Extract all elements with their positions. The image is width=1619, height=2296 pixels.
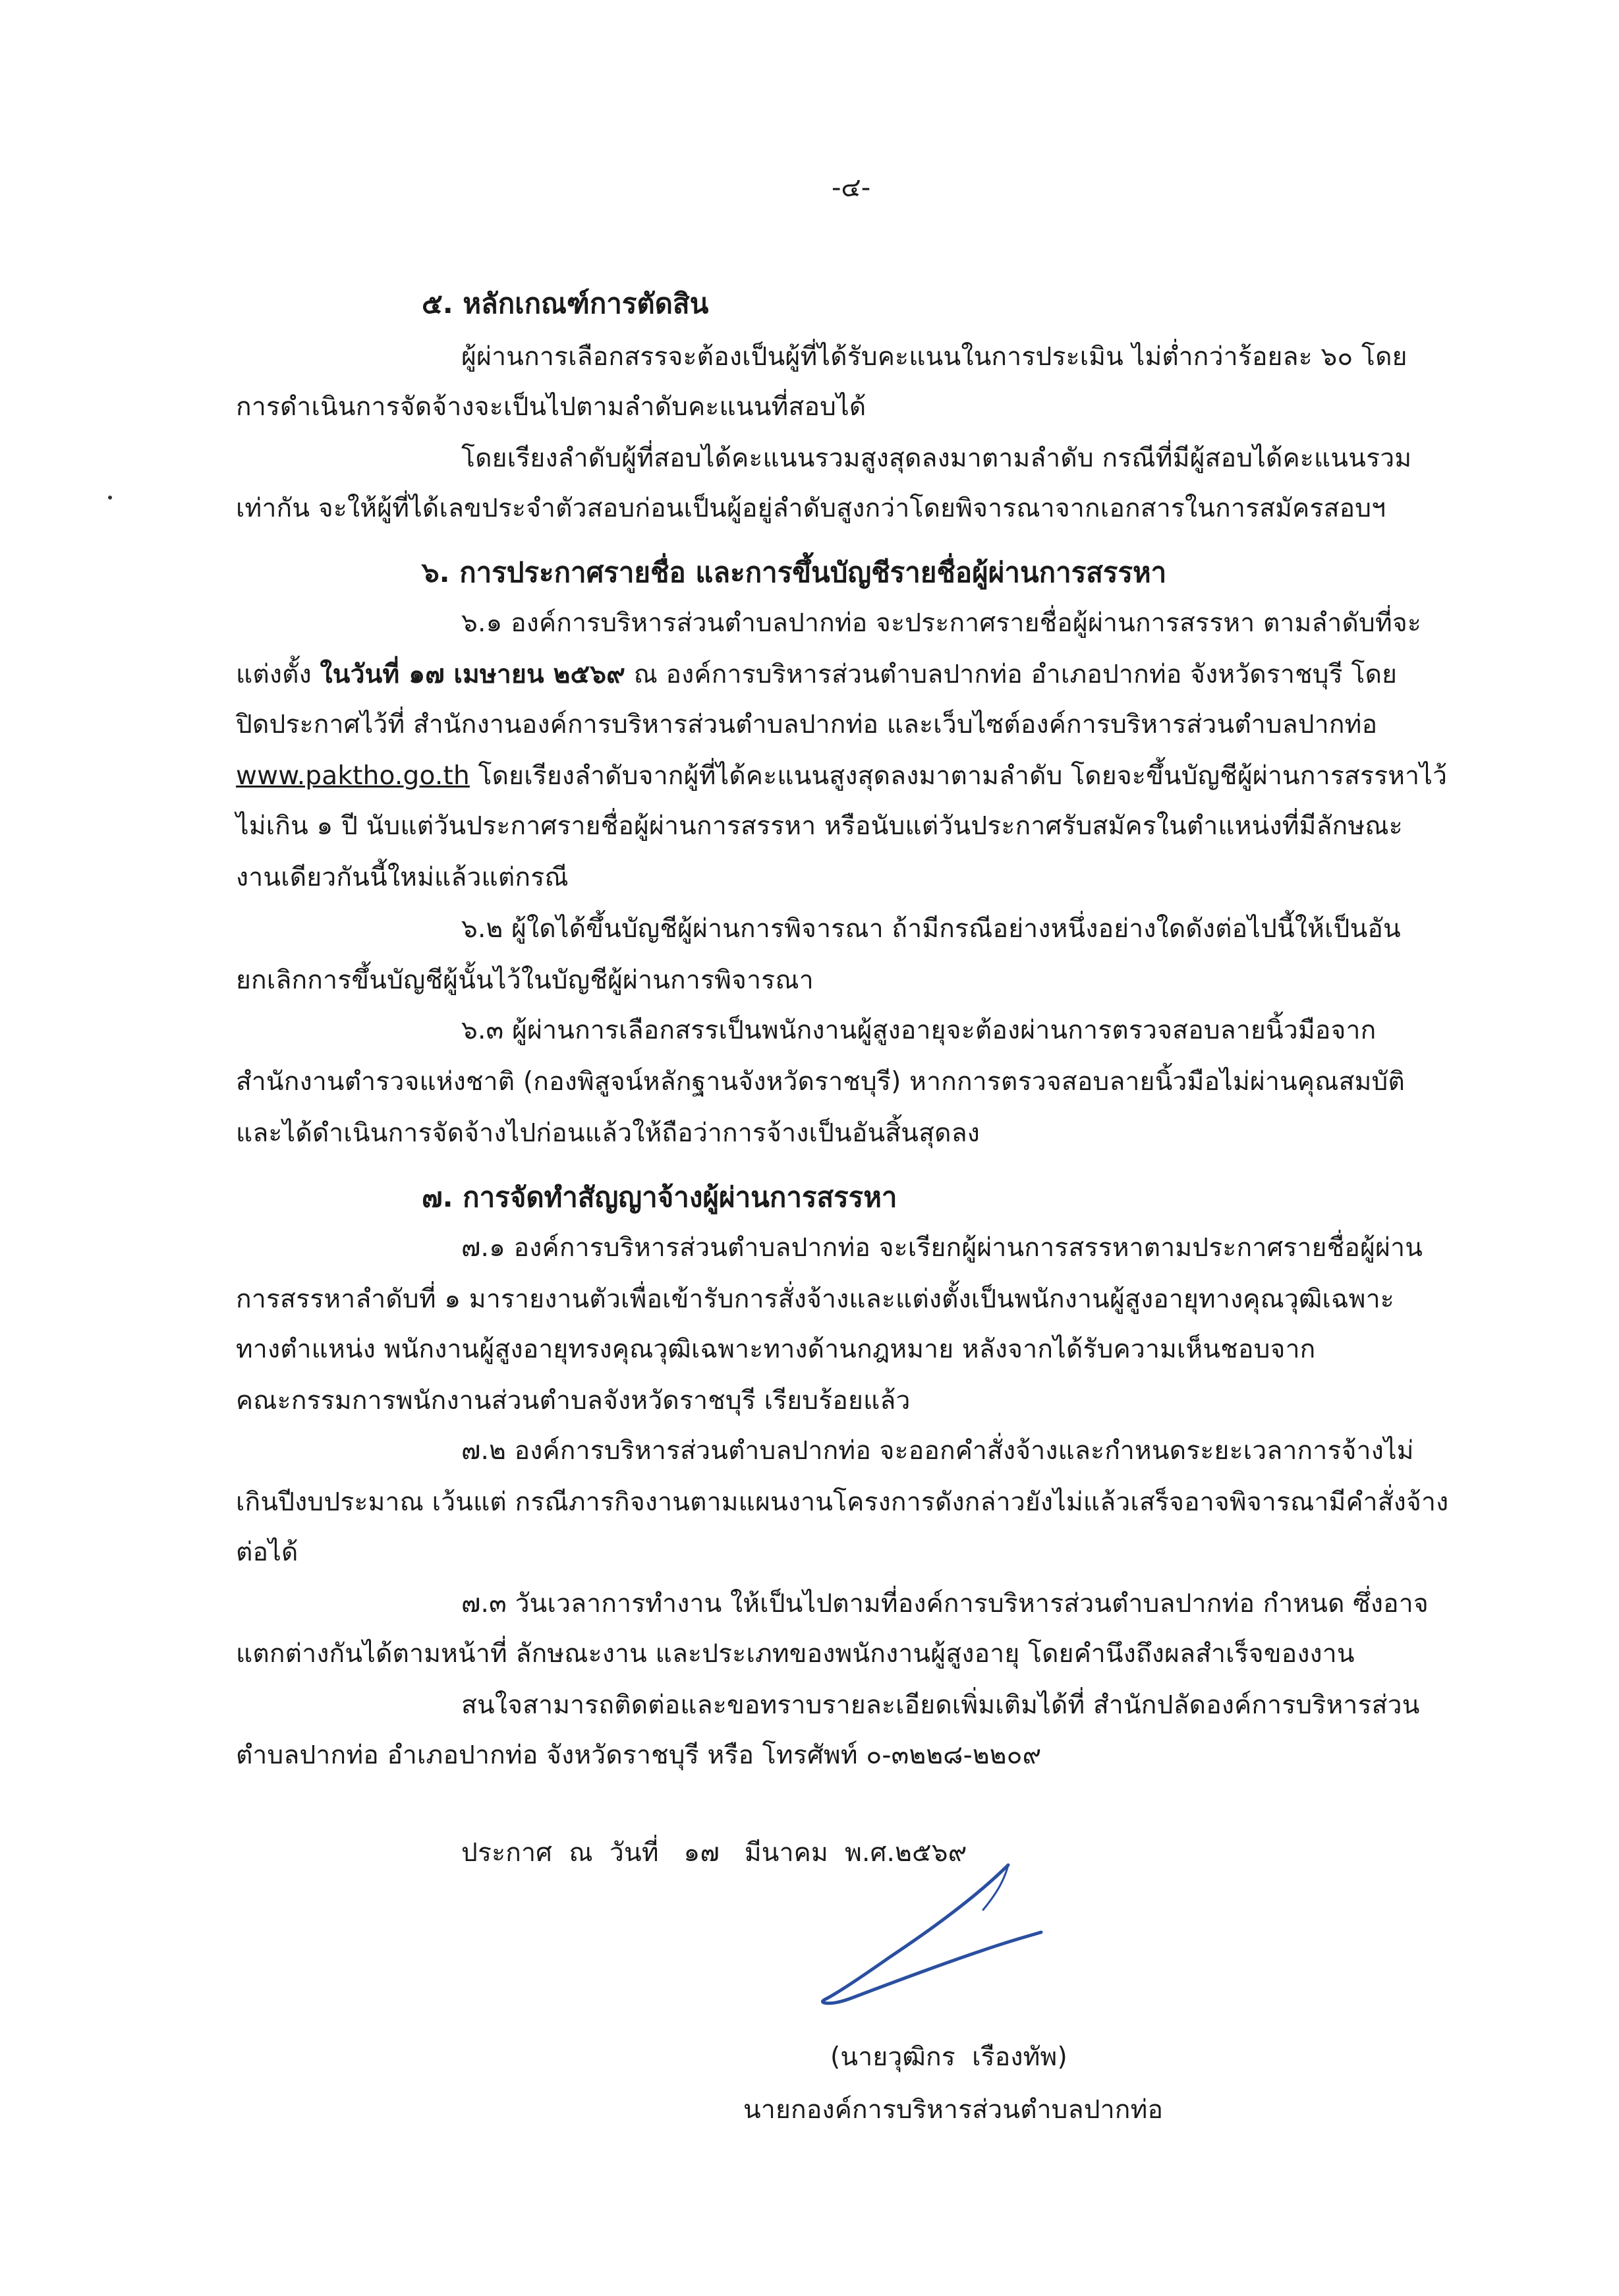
section-6-heading: ๖. การประกาศรายชื่อ และการขึ้นบัญชีรายชื่อผู้ผ่านการสรรหา bbox=[422, 556, 1167, 588]
sec6-2-line2: ยกเลิกการขึ้นบัญชีผู้นั้นไว้ในบัญชีผู้ผ่านการพิจารณา bbox=[236, 965, 814, 995]
signer-name: (นายวุฒิกร เรืองทัพ) bbox=[830, 2042, 1067, 2072]
announcement-date: ประกาศ ณ วันที่ ๑๗ มีนาคม พ.ศ.๒๕๖๙ bbox=[461, 1838, 967, 1868]
signature-image bbox=[810, 1858, 1048, 2010]
sec6-1-line3: ปิดประกาศไว้ที่ สำนักงานองค์การบริหารส่วนตำบลปากท่อ และเว็บไซต์องค์การบริหารส่วนตำบลปากท่อ bbox=[236, 710, 1378, 739]
website-link[interactable]: www.paktho.go.th bbox=[236, 761, 470, 791]
sec6-3-line3: และได้ดำเนินการจัดจ้างไปก่อนแล้วให้ถือว่าการจ้างเป็นอันสิ้นสุดลง bbox=[236, 1118, 980, 1148]
scan-speck bbox=[108, 496, 112, 500]
sec7-2-line2: เกินปีงบประมาณ เว้นแต่ กรณีภารกิจงานตามแผนงานโครงการดังกล่าวยังไม่แล้วเสร็จอาจพิจารณามีคำสั่งจ้าง bbox=[236, 1487, 1449, 1517]
sec5-para2-line2: เท่ากัน จะให้ผู้ที่ได้เลขประจำตัวสอบก่อนเป็นผู้อยู่ลำดับสูงกว่าโดยพิจารณาจากเอกสารในการสมัครสอบฯ bbox=[236, 494, 1386, 523]
sec5-para1-line2: การดำเนินการจัดจ้างจะเป็นไปตามลำดับคะแนนที่สอบได้ bbox=[236, 392, 866, 422]
section-7-heading: ๗. การจัดทำสัญญาจ้างผู้ผ่านการสรรหา bbox=[422, 1181, 897, 1213]
sec7-1-line4: คณะกรรมการพนักงานส่วนตำบลจังหวัดราชบุรี เรียบร้อยแล้ว bbox=[236, 1386, 911, 1416]
sec6-1-line4: www.paktho.go.th โดยเรียงลำดับจากผู้ที่ได้คะแนนสูงสุดลงมาตามลำดับ โดยจะขึ้นบัญชีผู้ผ่านการสรรหาไว้ bbox=[236, 761, 1448, 791]
contact-line2: ตำบลปากท่อ อำเภอปากท่อ จังหวัดราชบุรี หรือ โทรศัพท์ ๐-๓๒๒๘-๒๒๐๙ bbox=[236, 1740, 1042, 1770]
sec6-1-line6: งานเดียวกันนี้ใหม่แล้วแต่กรณี bbox=[236, 863, 569, 892]
sec6-2-line1: ๖.๒ ผู้ใดได้ขึ้นบัญชีผู้ผ่านการพิจารณา ถ้ามีกรณีอย่างหนึ่งอย่างใดดังต่อไปนี้ให้เป็นอัน bbox=[461, 914, 1401, 944]
sec7-2-line1: ๗.๒ องค์การบริหารส่วนตำบลปากท่อ จะออกคำสั่งจ้างและกำหนดระยะเวลาการจ้างไม่ bbox=[461, 1436, 1414, 1466]
contact-line1: สนใจสามารถติดต่อและขอทราบรายละเอียดเพิ่มเติมได้ที่ สำนักปลัดองค์การบริหารส่วน bbox=[461, 1690, 1420, 1720]
sec7-2-line3: ต่อได้ bbox=[236, 1537, 298, 1567]
sec5-para2-line1: โดยเรียงลำดับผู้ที่สอบได้คะแนนรวมสูงสุดลงมาตามลำดับ กรณีที่มีผู้สอบได้คะแนนรวม bbox=[461, 444, 1412, 473]
sec7-3-line1: ๗.๓ วันเวลาการทำงาน ให้เป็นไปตามที่องค์การบริหารส่วนตำบลปากท่อ กำหนด ซึ่งอาจ bbox=[461, 1589, 1429, 1619]
announce-date-bold: ในวันที่ ๑๗ เมษายน ๒๕๖๙ bbox=[320, 660, 625, 689]
sec6-1-line1: ๖.๑ องค์การบริหารส่วนตำบลปากท่อ จะประกาศรายชื่อผู้ผ่านการสรรหา ตามลำดับที่จะ bbox=[461, 608, 1422, 638]
sec7-3-line2: แตกต่างกันได้ตามหน้าที่ ลักษณะงาน และประเภทของพนักงานผู้สูงอายุ โดยคำนึงถึงผลสำเร็จของงาน bbox=[236, 1639, 1355, 1669]
sec6-3-line1: ๖.๓ ผู้ผ่านการเลือกสรรเป็นพนักงานผู้สูงอายุจะต้องผ่านการตรวจสอบลายนิ้วมือจาก bbox=[461, 1016, 1377, 1045]
sec6-1-line5: ไม่เกิน ๑ ปี นับแต่วันประกาศรายชื่อผู้ผ่านการสรรหา หรือนับแต่วันประกาศรับสมัครในตำแหน่งที่มีลักษณะ bbox=[236, 811, 1403, 841]
sec7-1-line2: การสรรหาลำดับที่ ๑ มารายงานตัวเพื่อเข้ารับการสั่งจ้างและแต่งตั้งเป็นพนักงานผู้สูงอายุทางคุณวุฒิเฉพาะ bbox=[236, 1284, 1394, 1314]
sec6-1-line2: แต่งตั้ง ในวันที่ ๑๗ เมษายน ๒๕๖๙ ณ องค์การบริหารส่วนตำบลปากท่อ อำเภอปากท่อ จังหวัดราชบุรี โดย bbox=[236, 660, 1398, 689]
sec7-1-line1: ๗.๑ องค์การบริหารส่วนตำบลปากท่อ จะเรียกผู้ผ่านการสรรหาตามประกาศรายชื่อผู้ผ่าน bbox=[461, 1233, 1423, 1263]
section-5-heading: ๕. หลักเกณฑ์การตัดสิน bbox=[422, 287, 709, 320]
page-number: -๔- bbox=[832, 173, 871, 203]
sec5-para1-line1: ผู้ผ่านการเลือกสรรจะต้องเป็นผู้ที่ได้รับคะแนนในการประเมิน ไม่ต่ำกว่าร้อยละ ๖๐ โดย bbox=[461, 342, 1407, 372]
sec6-3-line2: สำนักงานตำรวจแห่งชาติ (กองพิสูจน์หลักฐานจังหวัดราชบุรี) หากการตรวจสอบลายนิ้วมือไม่ผ่านคุณสมบัติ bbox=[236, 1067, 1405, 1097]
sec7-1-line3: ทางตำแหน่ง พนักงานผู้สูงอายุทรงคุณวุฒิเฉพาะทางด้านกฎหมาย หลังจากได้รับความเห็นชอบจาก bbox=[236, 1335, 1316, 1364]
signer-title: นายกองค์การบริหารส่วนตำบลปากท่อ bbox=[743, 2095, 1164, 2125]
